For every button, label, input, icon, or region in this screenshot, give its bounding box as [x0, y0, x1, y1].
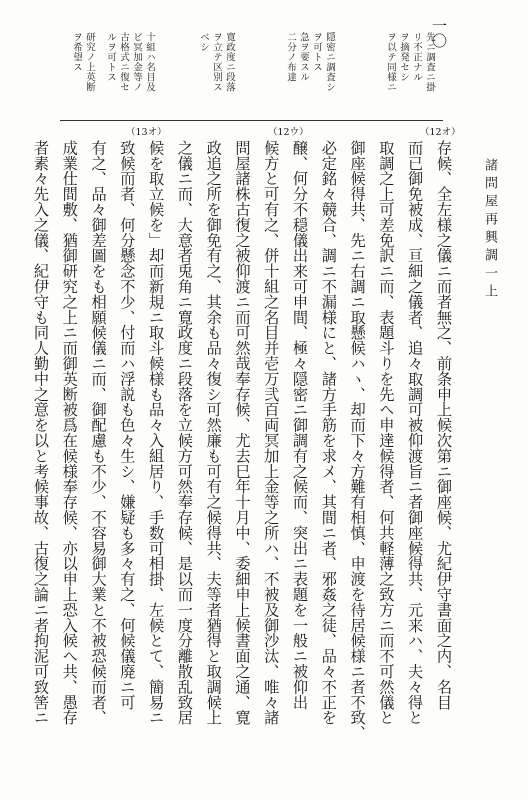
headnote-line: ベシ — [198, 32, 209, 52]
body-line: 取調之上可差免訳ニ而、表題斗りを先ヘ申達候得者、何共軽薄之致方ニ而不可然儀と — [377, 140, 396, 726]
body-line: 問屋諸株古復之被仰渡ニ而可然哉奉存候、尤去巳年十月中、委細申上候書面之通、寛 — [233, 140, 252, 726]
headnotes — [60, 32, 436, 102]
body-line: 者素々先入之儀、紀伊守も同人勤中之意を以と考候事故、古復之論ニ者拘泥可致筈ニ — [32, 140, 50, 726]
body-line: 候方と可有之、併十組之名目并壱万弐百両冥加上金等之所ハ、不被及御沙汰、唯々諸 — [262, 140, 281, 726]
headnote-line: 急ヲ要スル — [298, 32, 309, 82]
header-rule — [60, 120, 443, 121]
body-line: 必定銘々競合、調ニ不漏様にと、諸方手筋を求メ、其間ニ者、邪姦之徒、品々不正を — [319, 140, 338, 726]
headnote-line: 二分ノ布達 — [285, 32, 296, 82]
body-line: 御座候得共、先ニ右調ニ取懸候ハヽ、却而下々方難有相慎、申渡を待居候様ニ者不致、 — [348, 140, 367, 741]
headnote-line: ヲ以テ同様ニ — [385, 32, 396, 92]
body-line: 之儀ニ而、大意者兎角ニ寛政度ニ段落を立候方可然奉存候、是以而一度分離散乱致居 — [175, 140, 194, 726]
page-mark: （12オ） — [420, 127, 461, 138]
headnote-line: 十組ハ名目及 — [144, 32, 155, 92]
headnote-line: 研究ノ上英断 — [84, 32, 95, 92]
page-mark: （13オ） — [126, 127, 167, 138]
headnote-line: リ不正ナル — [411, 32, 422, 82]
running-title: 諸問屋再興調一上 — [482, 158, 497, 302]
headnote-line: 古格式ニ復セ — [118, 32, 129, 92]
body-line: 成業仕間敷、猶御研究之上ニ而御英断被爲在候様奉存候、亦以申上恐入候へ共、愚存 — [60, 140, 79, 726]
headnote — [70, 32, 96, 92]
headnote-line: ヲ希望ス — [71, 32, 82, 72]
headnote-line: ビ冥加金等ノ — [131, 32, 142, 92]
headnote — [284, 32, 336, 92]
body-line: 致候而者、何分懸念不少、付而ハ浮説も色々生シ、嫌疑も多々有之、何候儀廃ニ可 — [118, 140, 137, 710]
body-line: 而已御免被成、亘細之儀者、追々取調可被仰渡旨ニ者御座候得共、元来ハ、夫々得と — [406, 140, 425, 726]
headnote-line: ヲ立テ区別ス — [211, 32, 222, 92]
headnote-line: ヲ可トス — [311, 32, 322, 72]
body-text — [30, 140, 455, 780]
headnote — [197, 32, 236, 92]
headnote-line: 寛政度ニ段落 — [224, 32, 235, 92]
body-line: 存候、全左様之儀ニ而者無之、前条申上候次第ニ御座候、尤紀伊守書面之内、名目 — [434, 140, 453, 710]
body-line: 政追之所を御免有之、其余も品々復シ可然廉も可有之候得共、夫等者猶得と取調候上 — [204, 140, 223, 726]
body-line: 醸、何分不穏儀出来可申間、極々隠密ニ御調有之候而、突出ニ表題を一般ニ被仰出 — [291, 140, 310, 710]
headnote — [384, 32, 436, 92]
headnote-line: ヲ摘発セシ — [398, 32, 409, 82]
headnote — [104, 32, 156, 92]
headnote-line: 隠密ニ調査シ — [324, 32, 335, 92]
body-line: 候を取立候を」却而新規ニ取斗候様も品々入組居り、手数可相掛、左候とて、簡易ニ — [147, 140, 166, 726]
headnote-line: ルヲ可トス — [105, 32, 116, 82]
headnote-line: 先ニ調査ニ掛 — [424, 32, 435, 92]
page-number: 一〇 — [430, 18, 448, 48]
page-mark: （12ウ） — [268, 127, 309, 138]
body-line: 有之、品々御差圖をも相願候儀ニ而、御配慮も不少、不容易御大業と不被恐候而者、 — [89, 140, 108, 726]
